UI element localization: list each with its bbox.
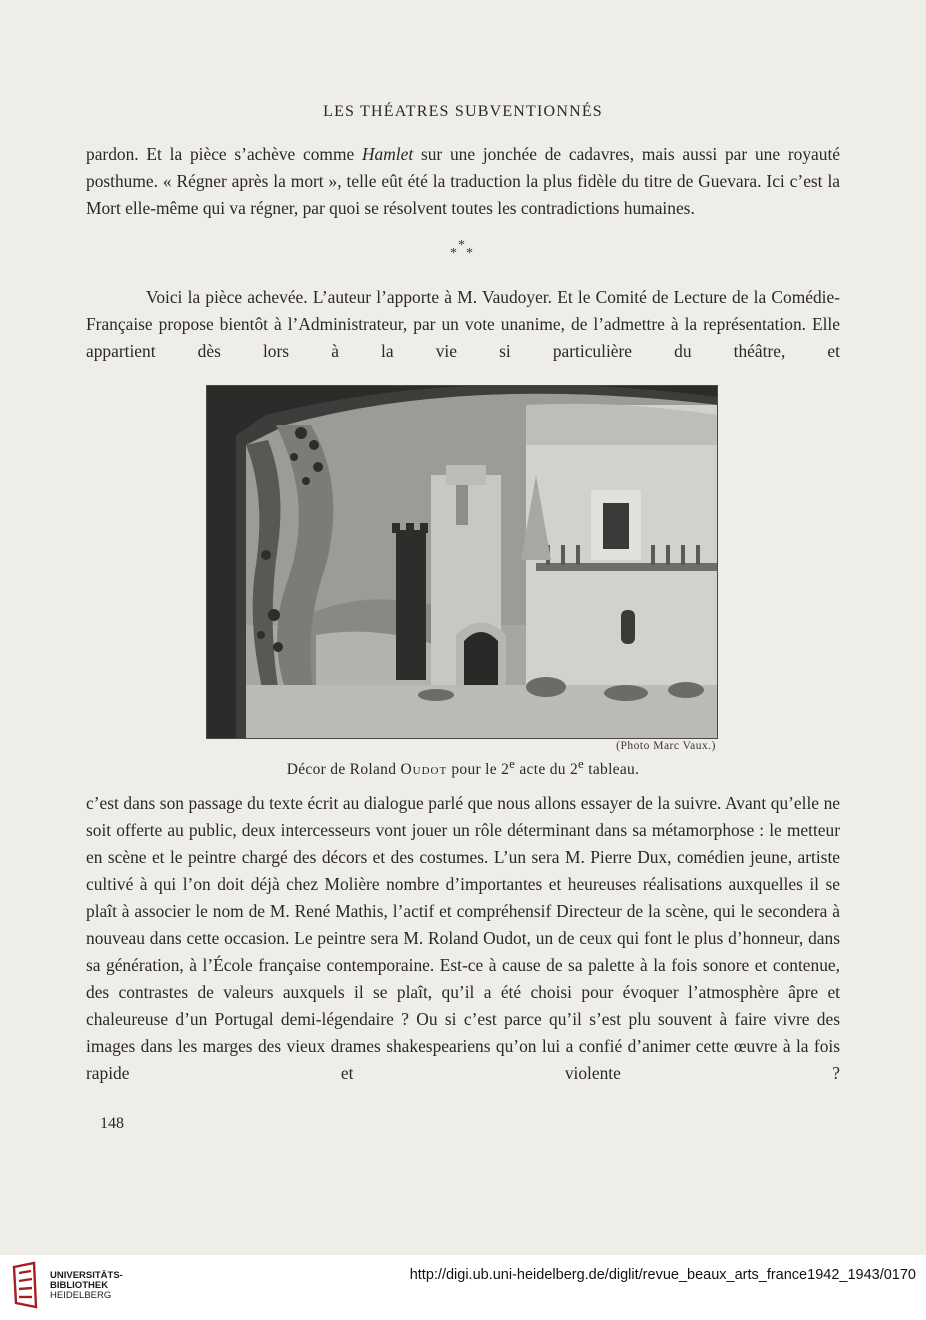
ordinal-superscript: e (509, 756, 516, 771)
text-line: shakespeariens qu’on lui a confié d’animer cette œuvre à la fois rapide et violente ? (86, 1036, 840, 1083)
ordinal-superscript: e (578, 756, 585, 771)
text-line: l’admettre à la représentation. Elle appartient dès lors à la vie si particulière du théâtre, et (86, 314, 840, 361)
section-separator (445, 238, 481, 262)
text-line: titre de Guevara. Ici c’est la Mort elle-même qui va régner, par quoi se résolvent toutes les (86, 171, 840, 218)
text-line: dans sa métamorphose : le metteur en scène et le peintre chargé des décors et des costumes. (86, 820, 840, 867)
text-line: nombre d’importantes et heureuses réalisations auxquelles il se plaît à associer le nom de (86, 874, 840, 921)
permalink-url[interactable]: http://digi.ub.uni-heidelberg.de/diglit/revue_beaux_arts_france1942_1943/0170 (409, 1267, 916, 1283)
text-line: dans cette occasion. Le peintre sera M. Roland Oudot, un de ceux qui font le plus d’honneur, (149, 928, 804, 948)
text-line: pardon. Et la pièce s’achève comme (86, 144, 362, 164)
text-line: de la Comédie-Française propose bientôt à l’Administrateur, par un vote unanime, de (86, 287, 840, 334)
institution-line: HEIDELBERG (50, 1290, 112, 1301)
asterism-star: * (466, 246, 473, 261)
text-line: parce qu’il s’est plu souvent à faire vivre des images dans les marges des vieux drames (86, 1009, 840, 1056)
text-line: L’un sera M. Pierre Dux, comédien jeune, artiste cultivé à qui l’on doit déjà chez Molière (86, 847, 840, 894)
caption-text: tableau. (584, 761, 640, 779)
paragraph-3 (86, 790, 840, 1087)
text-line: Voici la pièce achevée. L’auteur l’apporte à M. Vaudoyer. Et le Comité de Lecture (146, 287, 727, 307)
caption-text: acte du 2 (515, 761, 579, 779)
text-line: M. René Mathis, l’actif et compréhensif Directeur de la scène, qui le secondera à nouveau (86, 901, 840, 948)
library-footer (0, 1255, 926, 1320)
page-number: 148 (100, 1115, 124, 1132)
institution-line: BIBLIOTHEK (50, 1280, 109, 1291)
caption-artist-name: Oudot (400, 761, 448, 779)
paragraph-1 (86, 141, 840, 222)
text-line: dans sa génération, à l’École française contemporaine. Est-ce à cause de sa palette à la fois (86, 928, 840, 975)
caption-text: pour le 2 (447, 761, 510, 779)
university-library-logo-icon (10, 1261, 40, 1309)
paragraph-2 (86, 284, 840, 365)
text-line: évoquer l’atmosphère âpre et chaleureuse d’un Portugal demi-légendaire ? Ou si c’est (86, 982, 840, 1029)
institution-line: UNIVERSITÄTS- (50, 1270, 123, 1281)
text-line: Avant qu’elle ne soit offerte au public, deux intercesseurs vont jouer un rôle déterminant (86, 793, 840, 840)
text-line: une royauté posthume. « Régner après la mort », telle eût été la traduction la plus fidèle du (86, 144, 840, 191)
text-line: c’est dans son passage du texte écrit au dialogue parlé que nous allons essayer de la suivre. (86, 793, 722, 813)
photo-credit: (Photo Marc Vaux.) (616, 740, 716, 752)
asterism-star: * (458, 238, 465, 253)
figure-caption (0, 756, 926, 779)
institution-name (50, 1271, 123, 1301)
text-line: contradictions humaines. (520, 198, 695, 218)
running-title: LES THÉATRES SUBVENTIONNÉS (323, 103, 603, 120)
text-line: sur une jonchée de cadavres, mais aussi par (413, 144, 748, 164)
text-line: sonore et contenue, des contrastes de valeurs auxquels il se plaît, qu’il a été choisi pour (86, 955, 840, 1002)
stage-set-illustration (206, 385, 718, 739)
title-emphasis: Hamlet (361, 144, 414, 164)
asterism-star: * (450, 246, 457, 261)
caption-text: Décor de Roland (286, 761, 401, 779)
